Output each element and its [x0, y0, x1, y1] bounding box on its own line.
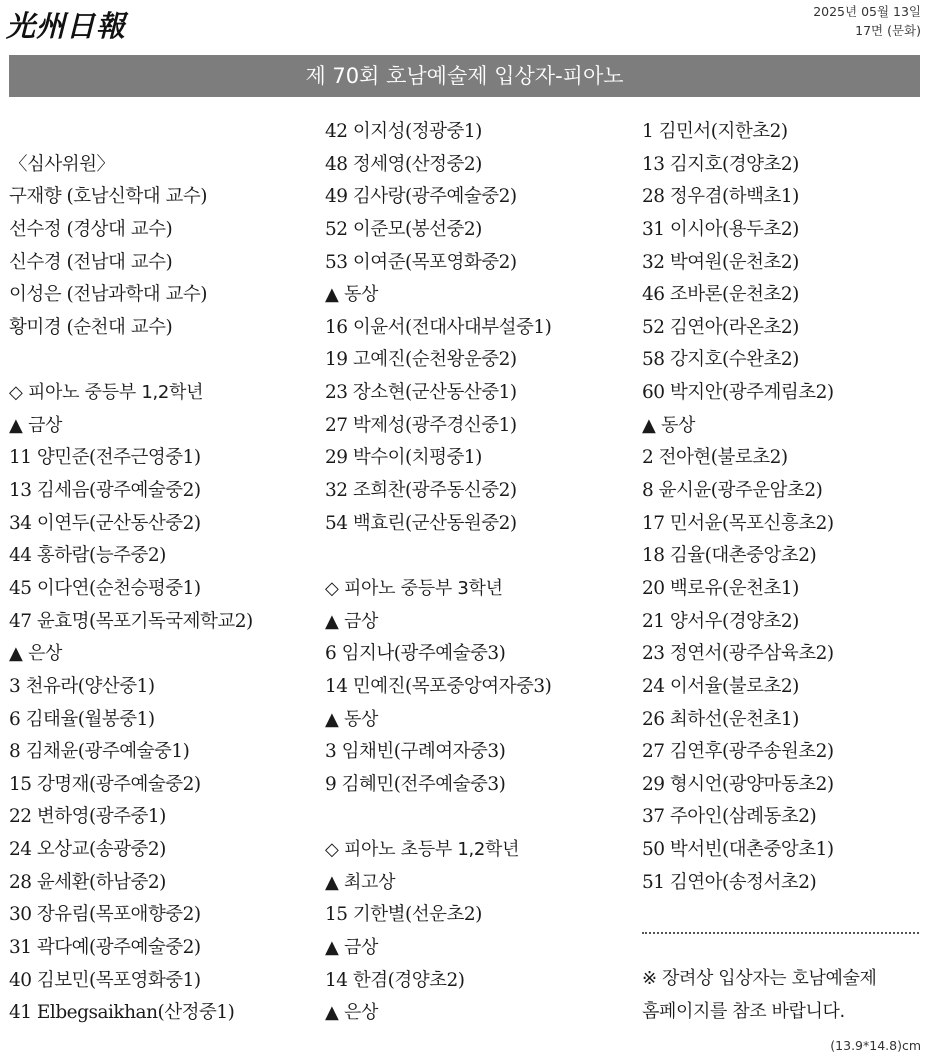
list-item: 20 백로유(운천초1) — [642, 577, 799, 599]
list-item: 58 강지호(수완초2) — [642, 349, 799, 371]
list-item: 41 Elbegsaikhan(산정중1) — [9, 1002, 235, 1024]
list-item: 26 최하선(운천초1) — [642, 708, 799, 730]
article-title: 제 70회 호남예술제 입상자-피아노 — [305, 64, 624, 88]
list-item: 15 강명재(광주예술중2) — [9, 773, 201, 795]
column-1 — [9, 116, 253, 1030]
section-heading: ▲ 금상 — [325, 937, 379, 959]
footnote — [642, 963, 927, 1028]
list-item: 48 정세영(산정중2) — [325, 153, 482, 175]
list-item: 13 김지호(경양초2) — [642, 153, 799, 175]
section-heading: ▲ 금상 — [9, 414, 63, 436]
list-item: 45 이다연(순천승평중1) — [9, 577, 201, 599]
list-item: 선수정 (경상대 교수) — [9, 218, 173, 240]
list-item: 60 박지안(광주계림초2) — [642, 382, 834, 404]
list-item: 23 장소현(군산동산중1) — [325, 382, 517, 404]
section-heading: ◇ 피아노 중등부 1,2학년 — [9, 382, 204, 404]
section-heading: ◇ 피아노 초등부 1,2학년 — [325, 839, 520, 861]
list-item: 황미경 (순천대 교수) — [9, 316, 173, 338]
list-item: 16 이윤서(전대사대부설중1) — [325, 316, 552, 338]
blank-line — [325, 801, 551, 834]
list-item: 6 김태율(월봉중1) — [9, 708, 155, 730]
list-item: 50 박서빈(대촌중앙초1) — [642, 839, 834, 861]
section-heading: ▲ 동상 — [642, 414, 696, 436]
footnote-line-1: ※ 장려상 입상자는 호남예술제 — [642, 968, 877, 989]
list-item: 47 윤효명(목포기독국제학교2) — [9, 610, 253, 632]
list-item: 신수경 (전남대 교수) — [9, 251, 173, 273]
list-item: 19 고예진(순천왕운중2) — [325, 349, 517, 371]
list-item: 52 김연아(라온초2) — [642, 316, 799, 338]
list-item: 28 윤세환(하남중2) — [9, 871, 166, 893]
list-item: 31 이시아(용두초2) — [642, 218, 799, 240]
list-item: 2 전아현(불로초2) — [642, 447, 788, 469]
section-heading: ▲ 동상 — [325, 284, 379, 306]
section-heading: ▲ 은상 — [9, 643, 63, 665]
list-item: 3 천유라(양산중1) — [9, 675, 155, 697]
list-item: 37 주아인(삼례동초2) — [642, 806, 817, 828]
blank-line — [9, 116, 253, 149]
list-item: 이성은 (전남과학대 교수) — [9, 284, 207, 306]
list-item: 30 장유림(목포애향중2) — [9, 904, 201, 926]
article-title-banner — [9, 55, 920, 97]
list-item: 8 윤시윤(광주운암초2) — [642, 480, 823, 502]
list-item: 23 정연서(광주삼육초2) — [642, 643, 834, 665]
list-item: 8 김채윤(광주예술중1) — [9, 741, 190, 763]
blank-line — [9, 344, 253, 377]
section-heading: ▲ 최고상 — [325, 871, 396, 893]
list-item: 9 김혜민(전주예술중3) — [325, 773, 506, 795]
article-size-note: (13.9*14.8)cm — [830, 1038, 921, 1053]
list-item: 40 김보민(목포영화중1) — [9, 969, 201, 991]
list-item: 24 이서율(불로초2) — [642, 675, 799, 697]
list-item: 51 김연아(송정서초2) — [642, 871, 817, 893]
list-item: 32 박여원(운천초2) — [642, 251, 799, 273]
list-item: 46 조바론(운천초2) — [642, 284, 799, 306]
list-item: 32 조희찬(광주동신중2) — [325, 480, 517, 502]
section-heading: ◇ 피아노 중등부 3학년 — [325, 577, 503, 599]
section-heading: ▲ 은상 — [325, 1002, 379, 1024]
list-item: 〈심사위원〉 — [9, 153, 115, 175]
list-item: 13 김세음(광주예술중2) — [9, 480, 201, 502]
list-item: 49 김사랑(광주예술중2) — [325, 186, 517, 208]
list-item: 44 홍하람(능주중2) — [9, 545, 166, 567]
list-item: 22 변하영(광주중1) — [9, 806, 166, 828]
list-item: 54 백효린(군산동원중2) — [325, 512, 517, 534]
issue-date: 2025년 05월 13일 — [813, 4, 921, 19]
list-item: 21 양서우(경양초2) — [642, 610, 799, 632]
list-item: 24 오상교(송광중2) — [9, 839, 166, 861]
column-2 — [325, 116, 551, 1030]
list-item: 14 민예진(목포중앙여자중3) — [325, 675, 552, 697]
list-item: 구재향 (호남신학대 교수) — [9, 186, 207, 208]
list-item: 34 이연두(군산동산중2) — [9, 512, 201, 534]
list-item: 53 이여준(목포영화중2) — [325, 251, 517, 273]
list-item: 29 박수이(치평중1) — [325, 447, 482, 469]
newspaper-masthead: 光州日報 — [6, 9, 127, 43]
list-item: 28 정우겸(하백초1) — [642, 186, 799, 208]
list-item: 17 민서윤(목포신흥초2) — [642, 512, 834, 534]
dateline — [813, 2, 921, 40]
list-item: 42 이지성(정광중1) — [325, 121, 482, 142]
list-item: 27 박제성(광주경신중1) — [325, 414, 517, 436]
section-heading: ▲ 금상 — [325, 610, 379, 632]
list-item: 18 김율(대촌중앙초2) — [642, 545, 817, 567]
list-item: 14 한겸(경양초2) — [325, 969, 465, 991]
section-heading: ▲ 동상 — [325, 708, 379, 730]
list-item: 29 형시언(광양마동초2) — [642, 773, 834, 795]
list-item: 31 곽다예(광주예술중2) — [9, 937, 201, 959]
list-item: 27 김연후(광주송원초2) — [642, 741, 834, 763]
list-item: 1 김민서(지한초2) — [642, 121, 788, 142]
dotted-divider — [642, 932, 919, 934]
footnote-line-2: 홈페이지를 참조 바랍니다. — [642, 1000, 845, 1022]
list-item: 3 임채빈(구례여자중3) — [325, 741, 506, 763]
list-item: 11 양민준(전주근영중1) — [9, 447, 201, 469]
column-3 — [642, 116, 834, 899]
list-item: 15 기한별(선운초2) — [325, 904, 482, 926]
list-item: 52 이준모(봉선중2) — [325, 218, 482, 240]
blank-line — [325, 540, 551, 573]
list-item: 6 임지나(광주예술중3) — [325, 643, 506, 665]
page-section: 17면 (문화) — [855, 23, 921, 38]
